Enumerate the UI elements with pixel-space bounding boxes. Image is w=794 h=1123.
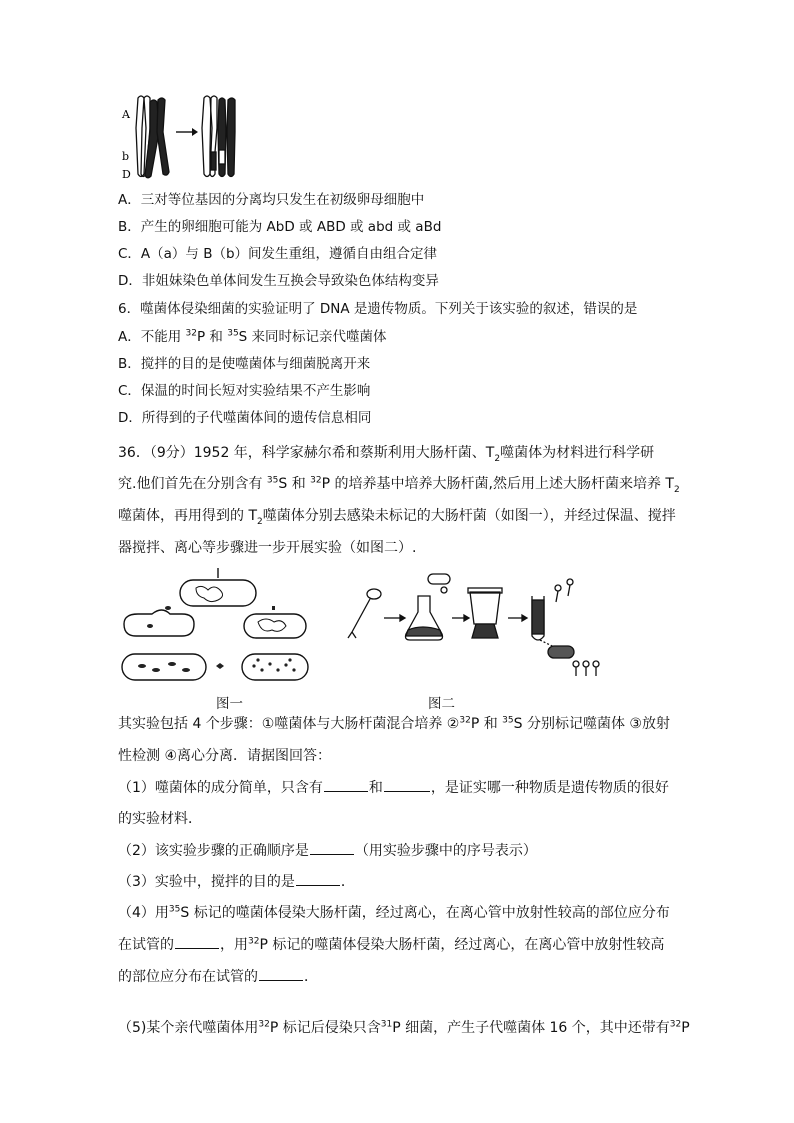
chromosome-pair-after bbox=[202, 96, 235, 177]
phage-output-top bbox=[555, 579, 573, 602]
q6-stem: 6．噬菌体侵染细菌的实验证明了 DNA 是遗传物质。下列关于该实验的叙述，错误的是 bbox=[118, 301, 638, 317]
q36-sub1-line2: 的实验材料． bbox=[118, 811, 202, 827]
q6-option-c: C．保温的时间长短对实验结果不产生影响 bbox=[118, 383, 371, 399]
label-D: D bbox=[122, 168, 131, 181]
q36-line4: 器搅拌、离心等步骤进一步开展实验（如图二）. bbox=[118, 540, 417, 556]
figure-two bbox=[344, 566, 606, 690]
q36-sub2: （2）该实验步骤的正确顺序是 （用实验步骤中的序号表示） bbox=[118, 840, 537, 861]
answer-blank[interactable] bbox=[296, 871, 340, 886]
label-A: A bbox=[122, 108, 130, 121]
q36-steps-line2: 性检测 ④离心分离．请据图回答： bbox=[118, 748, 332, 764]
q36-sub1: （1）噬菌体的成分简单，只含有 和 ，是证实哪一种物质是遗传物质的很好 bbox=[118, 777, 669, 798]
q36-steps: 其实验包括 4 个步骤：①噬菌体与大肠杆菌混合培养 ②$^{32}$P 和 $^{35}$S 分别标记噬菌体 ③放射 bbox=[118, 715, 670, 732]
answer-blank[interactable] bbox=[324, 777, 368, 792]
bacterium-bottom-left bbox=[122, 654, 206, 680]
chromosome-pair-before bbox=[136, 96, 169, 178]
figure-two-caption: 图二 bbox=[428, 696, 455, 712]
answer-blank[interactable] bbox=[175, 934, 219, 949]
bacterium-phage-icon bbox=[428, 574, 450, 593]
bacterium-lysing bbox=[124, 610, 194, 636]
q36-line2: 究.他们首先在分别含有 $^{35}$S 和 $^{32}$P 的培养基中培养大肠杆菌,然后用上述大肠杆菌来培养 $T_2$ bbox=[118, 475, 680, 495]
q36-sub4-line3: 的部位应分布在试管的 ． bbox=[118, 966, 318, 987]
flask-icon bbox=[406, 596, 443, 640]
q5-option-c: C．A（a）与 B（b）间发生重组，遵循自由组合定律 bbox=[118, 246, 438, 262]
q5-option-a: A．三对等位基因的分离均只发生在初级卵母细胞中 bbox=[118, 192, 425, 208]
chromosome-figure bbox=[118, 92, 248, 184]
q6-option-a: A．不能用 $^{32}$P 和 $^{35}$S 来同时标记亲代噬菌体 bbox=[118, 328, 387, 345]
answer-blank[interactable] bbox=[310, 840, 354, 855]
figure-one-caption: 图一 bbox=[216, 696, 243, 712]
q36-line1: 36．（9分）1952 年，科学家赫尔希和蔡斯利用大肠杆菌、$T_2$噬菌体为材料进行科学研 bbox=[118, 445, 655, 464]
answer-blank[interactable] bbox=[384, 777, 430, 792]
label-b: b bbox=[122, 150, 130, 163]
q36-sub4: （4）用$^{35}$S 标记的噬菌体侵染大肠杆菌，经过离心，在离心管中放射性较高的部位应分布 bbox=[118, 904, 670, 921]
phage-icon bbox=[348, 589, 381, 638]
bacterium-bottom-right bbox=[242, 654, 308, 680]
bacterium-top bbox=[180, 580, 256, 606]
q36-sub3: （3）实验中，搅拌的目的是 ． bbox=[118, 871, 355, 892]
figure-one bbox=[120, 566, 310, 690]
q6-option-d: D．所得到的子代噬菌体间的遗传信息相同 bbox=[118, 410, 372, 426]
bacterium-output-bottom bbox=[548, 646, 599, 676]
q36-sub5: （5)某个亲代噬菌体用$^{32}$P 标记后侵染只含$^{31}$P 细菌，产生子代噬菌体 16 个，其中还带有$^{32}$P bbox=[118, 1019, 690, 1036]
bacterium-right bbox=[244, 614, 306, 638]
q5-option-d: D．非姐妹染色单体间发生互换会导致染色体结构变异 bbox=[118, 273, 439, 289]
q36-sub4-line2: 在试管的 ，用$^{32}$P 标记的噬菌体侵染大肠杆菌，经过离心，在离心管中放射性较高 bbox=[118, 934, 664, 955]
q36-line3: 噬菌体，再用得到的 $T_2$噬菌体分别去感染未标记的大肠杆菌（如图一），并经过保温、搅拌 bbox=[118, 508, 676, 527]
q5-option-b: B．产生的卵细胞可能为 AbD 或 ABD 或 abd 或 aBd bbox=[118, 219, 442, 235]
q6-option-b: B．搅拌的目的是使噬菌体与细菌脱离开来 bbox=[118, 356, 371, 372]
test-tube-icon bbox=[532, 596, 544, 640]
arrow-icon bbox=[176, 128, 198, 136]
answer-blank[interactable] bbox=[259, 966, 303, 981]
blender-icon bbox=[468, 588, 502, 638]
